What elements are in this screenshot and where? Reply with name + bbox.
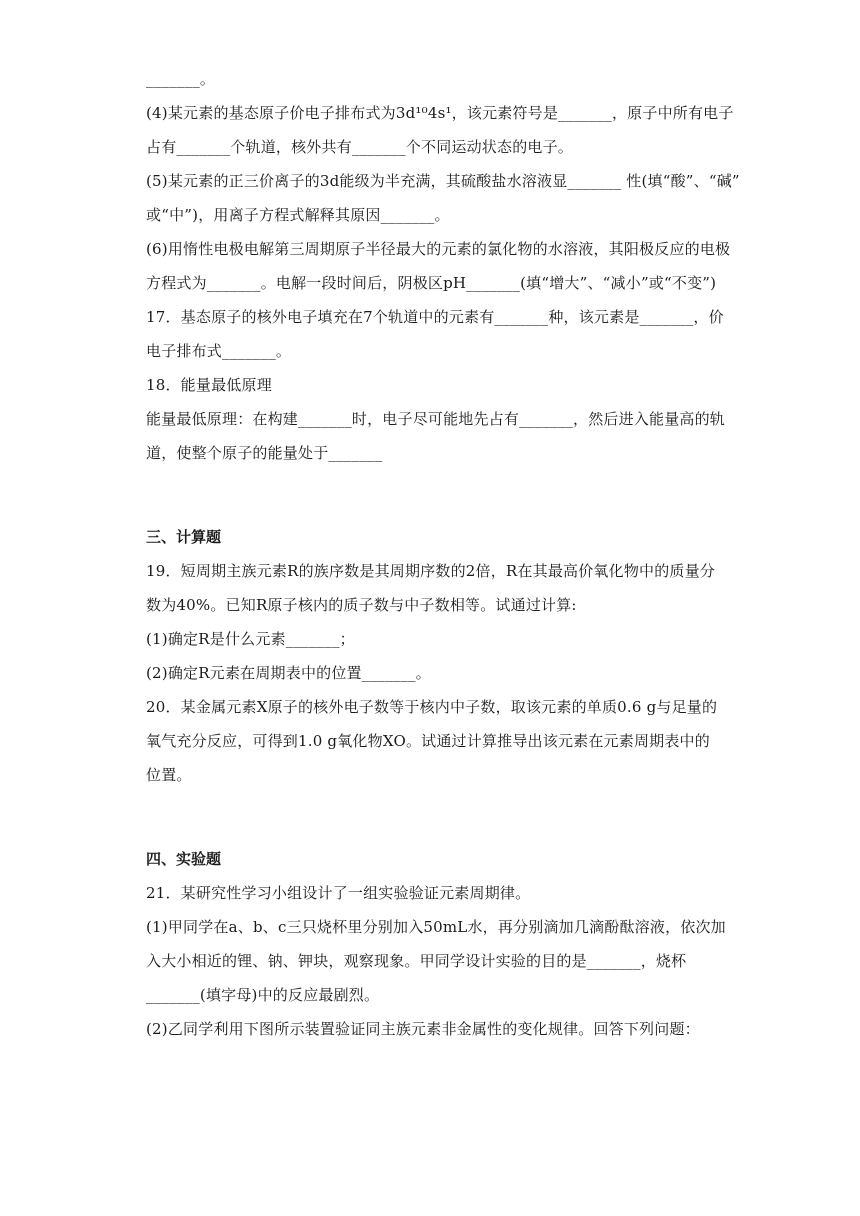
text-line: (1)甲同学在a、b、c三只烧杯里分别加入50mL水，再分别滴加几滴酚酞溶液，依次加	[146, 918, 726, 936]
experiment-questions	[146, 876, 726, 1046]
text-line: 能量最低原理：在构建_______时，电子尽可能地先占有_______，然后进入能量高的轨	[146, 410, 726, 428]
text-line: 入大小相近的锂、钠、钾块，观察现象。甲同学设计实验的目的是_______，烧杯	[146, 952, 687, 970]
text-line: (2)乙同学利用下图所示装置验证同主族元素非金属性的变化规律。回答下列问题：	[146, 1020, 700, 1038]
text-line: 数为40%。已知R原子核内的质子数与中子数相等。试通过计算:	[146, 596, 577, 614]
document-page	[146, 62, 740, 1046]
section-title-experiment: 四、实验题	[146, 850, 222, 868]
text-line: _______(填字母)中的反应最剧烈。	[146, 986, 380, 1004]
text-line: 方程式为_______。电解一段时间后，阴极区pH_______(填“增大”、“减小”或“不变”)	[146, 274, 717, 292]
text-line: 占有_______个轨道，核外共有_______个不同运动状态的电子。	[146, 138, 574, 156]
text-line: _______。	[146, 70, 216, 88]
text-line: 或“中”)，用离子方程式解释其原因_______。	[146, 206, 450, 224]
text-line: 道，使整个原子的能量处于_______	[146, 444, 383, 462]
text-line: (2)确定R元素在周期表中的位置_______。	[146, 664, 431, 682]
text-line: 19．短周期主族元素R的族序数是其周期序数的2倍，R在其最高价氧化物中的质量分	[146, 562, 716, 580]
text-line: 17．基态原子的核外电子填充在7个轨道中的元素有_______种，该元素是_______，价	[146, 308, 724, 326]
text-line: 18．能量最低原理	[146, 376, 272, 394]
section-title-calculation: 三、计算题	[146, 528, 222, 546]
text-line: (6)用惰性电极电解第三周期原子半径最大的元素的氯化物的水溶液，其阳极反应的电极	[146, 240, 731, 258]
text-line: 位置。	[146, 766, 192, 784]
text-line: 氧气充分反应，可得到1.0 g氧化物XO。试通过计算推导出该元素在元素周期表中的	[146, 732, 710, 750]
text-line: (5)某元素的正三价离子的3d能级为半充满，其硫酸盐水溶液显_______ 性(填“酸”、“碱”	[146, 172, 740, 190]
text-line: (1)确定R是什么元素_______；	[146, 630, 355, 648]
questions-16-18	[146, 62, 740, 470]
calculation-questions	[146, 554, 716, 792]
text-line: 20．某金属元素X原子的核外电子数等于核内中子数，取该元素的单质0.6 g与足量的	[146, 698, 718, 716]
text-line: 21．某研究性学习小组设计了一组实验验证元素周期律。	[146, 884, 531, 902]
text-line: (4)某元素的基态原子价电子排布式为3d¹⁰4s¹，该元素符号是_______，原子中所有电子	[146, 104, 734, 122]
text-line: 电子排布式_______。	[146, 342, 292, 360]
